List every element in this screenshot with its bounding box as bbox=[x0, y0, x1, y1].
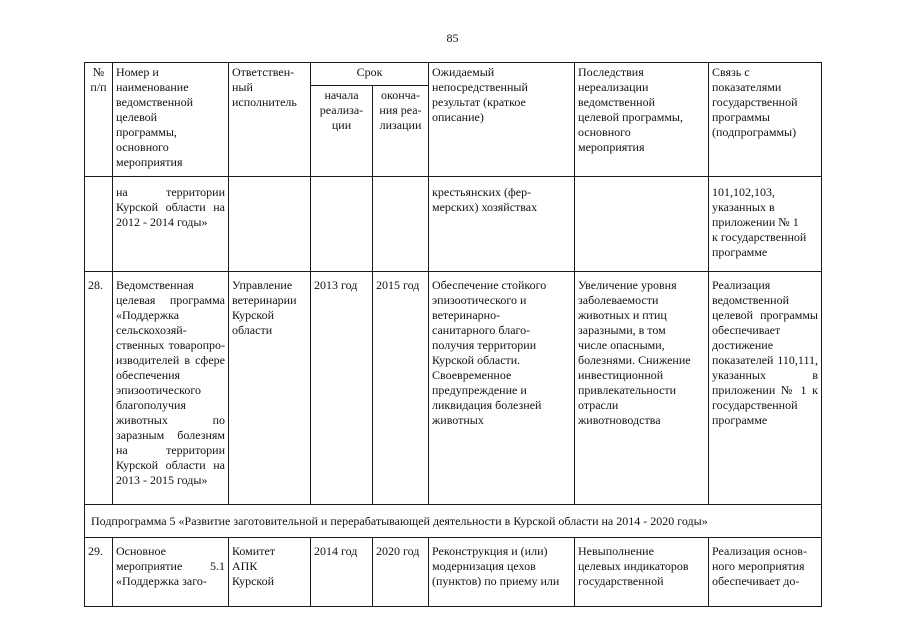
header-link: Связь с показателями государственной программы (подпрограммы) bbox=[709, 63, 822, 177]
row-num bbox=[85, 177, 113, 272]
row-expected: Реконструкция и (или) модернизация цехов (пунктов) по приему или bbox=[429, 538, 575, 607]
table-row bbox=[85, 272, 822, 505]
row-responsible: Управление ветеринарии Курской области bbox=[229, 272, 311, 505]
row-name: Ведомственная целевая программа «Поддержка сельскохозяй-ственных товаропро-изводителей в сфере обеспечения эпизоотического благополучия животных по заразным болезням на территории Курской области на 2013 - 2015 годы» bbox=[113, 272, 229, 505]
subprogram-row bbox=[85, 505, 822, 538]
row-end: 2020 год bbox=[373, 538, 429, 607]
row-start: 2013 год bbox=[311, 272, 373, 505]
header-end: оконча- ния реа- лизации bbox=[373, 86, 429, 177]
header-expected: Ожидаемый непосредственный результат (краткое описание) bbox=[429, 63, 575, 177]
header-num: № п/п bbox=[85, 63, 113, 177]
header-start: начала реализа- ции bbox=[311, 86, 373, 177]
row-end: 2015 год bbox=[373, 272, 429, 505]
row-num: 28. bbox=[85, 272, 113, 505]
table-row bbox=[85, 177, 822, 272]
row-start bbox=[311, 177, 373, 272]
row-name: Основное мероприятие 5.1 «Поддержка заго- bbox=[113, 538, 229, 607]
subprogram-title: Подпрограмма 5 «Развитие заготовительной и перерабатывающей деятельности в Курской области на 2014 - 2020 годы» bbox=[85, 505, 822, 538]
row-name: на территории Курской области на 2012 - 2014 годы» bbox=[113, 177, 229, 272]
row-consequences: Увеличение уровня заболеваемости животных и птиц заразными, в том числе опасными, болезнями. Снижение инвестиционной привлекательности отрасли животноводства bbox=[575, 272, 709, 505]
row-link: Реализация ведомственной целевой программы обеспечивает достижение показателей 110,111, указанных в приложении № 1 к государственной программе bbox=[709, 272, 822, 505]
row-expected: Обеспечение стойкого эпизоотического и ветеринарно- санитарного благо- получия территории Курской области. Своевременное предупреждение и ликвидация болезней животных bbox=[429, 272, 575, 505]
table-row bbox=[85, 538, 822, 607]
row-link: Реализация основ- ного мероприятия обеспечивает до- bbox=[709, 538, 822, 607]
row-responsible: Комитет АПК Курской bbox=[229, 538, 311, 607]
header-row bbox=[85, 63, 822, 86]
page-number: 85 bbox=[446, 31, 459, 45]
header-name: Номер и наименование ведомственной целевой программы, основного мероприятия bbox=[113, 63, 229, 177]
program-table bbox=[84, 62, 822, 607]
header-term: Срок bbox=[311, 63, 429, 86]
row-link: 101,102,103, указанных в приложении № 1 к государственной программе bbox=[709, 177, 822, 272]
row-responsible bbox=[229, 177, 311, 272]
header-responsible: Ответствен- ный исполнитель bbox=[229, 63, 311, 177]
row-consequences bbox=[575, 177, 709, 272]
row-consequences: Невыполнение целевых индикаторов государственной bbox=[575, 538, 709, 607]
header-consequences: Последствия нереализации ведомственной целевой программы, основного мероприятия bbox=[575, 63, 709, 177]
row-num: 29. bbox=[85, 538, 113, 607]
row-end bbox=[373, 177, 429, 272]
row-start: 2014 год bbox=[311, 538, 373, 607]
row-expected: крестьянских (фер- мерских) хозяйствах bbox=[429, 177, 575, 272]
